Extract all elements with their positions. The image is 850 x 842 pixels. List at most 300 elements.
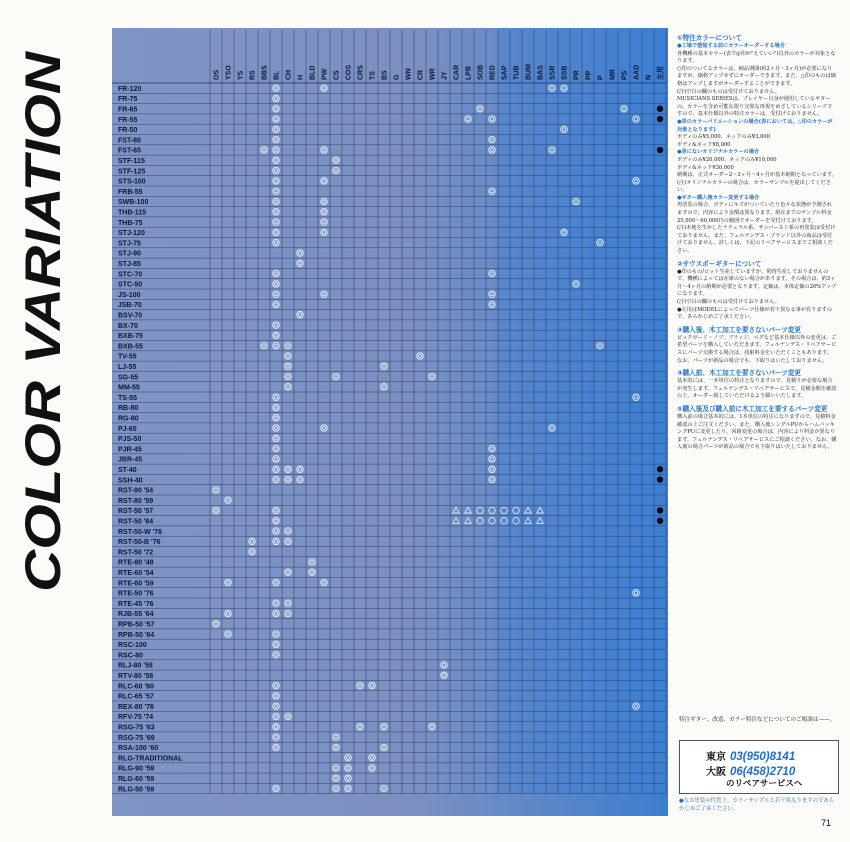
base-color-mark — [321, 425, 328, 432]
base-color-mark — [273, 693, 280, 700]
base-color-mark-inner — [226, 632, 229, 635]
base-color-mark — [333, 785, 340, 792]
base-color-mark-inner — [382, 365, 385, 368]
model-label: RST-50 '57 — [118, 508, 154, 516]
base-color-mark — [261, 342, 268, 349]
base-color-mark-inner — [334, 735, 337, 738]
column-header: G — [393, 74, 401, 80]
note-text: ボディのみ¥20,000、ネックのみ¥10,000 — [677, 156, 777, 163]
base-color-mark — [273, 85, 280, 92]
base-color-mark — [285, 476, 292, 483]
base-color-mark-inner — [274, 694, 277, 697]
base-color-mark-inner — [274, 107, 277, 110]
model-label: SSH-40 — [118, 477, 143, 485]
base-color-mark — [273, 414, 280, 421]
base-color-mark — [273, 322, 280, 329]
base-color-mark-inner — [286, 571, 289, 574]
osaka-phone: 06(458)2710 — [730, 766, 796, 778]
color-variation-table — [112, 28, 668, 816]
note-text: ボディ&ネック¥8,000 — [677, 141, 731, 148]
base-color-mark — [273, 579, 280, 586]
base-color-mark — [333, 167, 340, 174]
base-color-mark — [273, 600, 280, 607]
base-color-mark — [273, 157, 280, 164]
base-color-mark — [357, 723, 364, 730]
base-color-mark-inner — [214, 622, 217, 625]
base-color-mark-inner — [274, 210, 277, 213]
column-header: MR — [609, 69, 617, 80]
base-color-mark-inner — [370, 766, 373, 769]
column-header: BS — [381, 70, 389, 80]
model-label: FR-120 — [118, 85, 142, 93]
base-color-mark-inner — [274, 220, 277, 223]
note-text: なお、パーツが新品の場合でも、下取りはいたしておりません。 — [677, 357, 828, 364]
model-label: RST-50 '72 — [118, 549, 154, 557]
base-color-mark-inner — [274, 612, 277, 615]
column-header: PP — [585, 70, 593, 80]
model-label: STC-50 — [118, 281, 143, 289]
model-label: TS-55 — [118, 394, 138, 402]
base-color-mark-inner — [286, 385, 289, 388]
model-label: RLG-TRADITIONAL — [118, 755, 183, 763]
model-label: RTE-80 '48 — [118, 559, 154, 567]
base-color-mark — [321, 147, 328, 154]
model-label: RTV-80 '58 — [118, 673, 154, 680]
base-color-mark-inner — [322, 426, 325, 429]
model-label: RLC-65 '57 — [118, 693, 154, 701]
base-color-mark-inner — [274, 447, 277, 450]
model-label: RJB-55 '64 — [118, 611, 154, 619]
base-color-mark — [285, 342, 292, 349]
base-color-mark — [285, 528, 292, 535]
column-header: JY — [441, 71, 449, 80]
base-color-mark-inner — [334, 787, 337, 790]
base-color-mark — [489, 147, 496, 154]
base-color-mark-inner — [286, 612, 289, 615]
model-label: RSC-80 — [118, 652, 143, 660]
column-header: WN — [405, 68, 413, 80]
base-color-mark-inner — [274, 169, 277, 172]
model-label: RG-80 — [118, 415, 139, 423]
note-heading: ④購入前、木工加工を要さないパーツ変更 — [677, 369, 802, 378]
base-color-mark — [285, 538, 292, 545]
base-color-mark-inner — [490, 148, 493, 151]
base-color-mark-inner — [334, 746, 337, 749]
base-color-mark — [273, 208, 280, 215]
base-color-mark-inner — [274, 396, 277, 399]
base-color-mark — [273, 425, 280, 432]
base-color-mark-inner — [274, 272, 277, 275]
note-subheading: ●表のカラーバリエーションの場合(表においては、△印のカラーが対象となります) — [677, 118, 833, 133]
base-color-mark — [381, 744, 388, 751]
model-label: BSV-70 — [118, 312, 143, 320]
base-color-mark — [273, 136, 280, 143]
base-color-mark-inner — [346, 756, 349, 759]
note-text: ボディ&ネック¥30,000 — [677, 164, 734, 171]
base-color-mark — [345, 775, 352, 782]
note-text: (注)空白の欄のものは受付けておりません。 — [677, 88, 780, 95]
base-color-mark-inner — [274, 735, 277, 738]
model-label: RSG-75 '63 — [118, 724, 155, 732]
model-label: FST-80 — [118, 137, 141, 145]
model-label: RB-80 — [118, 405, 139, 413]
model-label: RTE-60 '54 — [118, 570, 154, 577]
note-text: 各機種の基本カラー(表で◎印が"えていい")以外のカラーが対象となります。 — [677, 50, 836, 65]
base-color-mark-inner — [346, 777, 349, 780]
base-color-mark-inner — [346, 766, 349, 769]
column-header: COS — [345, 64, 353, 80]
lefty-dot — [657, 476, 663, 482]
base-color-mark — [333, 734, 340, 741]
base-color-mark — [489, 456, 496, 463]
base-color-mark — [273, 744, 280, 751]
base-color-mark-inner — [490, 272, 493, 275]
foot-note: ●なお塗装の性質上、カラーサンプルと若干異なりますのであらかじめご了承ください。 — [679, 798, 835, 812]
column-header: RS — [249, 70, 257, 80]
base-color-mark — [333, 765, 340, 772]
base-color-mark-inner — [274, 725, 277, 728]
base-color-mark — [285, 569, 292, 576]
base-color-mark — [465, 116, 472, 123]
base-color-mark-inner — [274, 468, 277, 471]
base-color-mark — [429, 723, 436, 730]
base-color-mark — [333, 373, 340, 380]
base-color-mark-inner — [274, 437, 277, 440]
base-color-mark-inner — [214, 509, 217, 512]
base-color-mark-inner — [490, 457, 493, 460]
base-color-mark-inner — [370, 756, 373, 759]
note-subheading: ●ギター購入後カラー変更する場合 — [677, 194, 760, 201]
base-color-mark-inner — [358, 684, 361, 687]
base-color-mark — [225, 631, 232, 638]
base-color-mark — [381, 384, 388, 391]
model-label: STF-125 — [118, 168, 146, 176]
base-color-mark-inner — [274, 117, 277, 120]
base-color-mark — [285, 363, 292, 370]
base-color-mark — [273, 270, 280, 277]
base-color-mark — [285, 713, 292, 720]
base-color-mark-inner — [310, 571, 313, 574]
base-color-mark-inner — [214, 488, 217, 491]
contact-box — [679, 740, 839, 794]
model-label: RST-50-W '76 — [118, 528, 163, 536]
base-color-mark-inner — [274, 529, 277, 532]
base-color-mark-inner — [274, 323, 277, 326]
note-text: 納期は、正式オーダー2〜3ヶ月〜4ヶ月が基本納期となっています。 — [677, 172, 837, 179]
base-color-mark — [261, 147, 268, 154]
triangle-mark — [465, 507, 472, 513]
base-color-mark-inner — [274, 159, 277, 162]
base-color-mark-inner — [334, 766, 337, 769]
base-color-mark — [273, 538, 280, 545]
base-color-mark — [273, 105, 280, 112]
tokyo-label: 東京 — [706, 752, 726, 763]
base-color-mark-inner — [490, 293, 493, 296]
base-color-mark — [273, 456, 280, 463]
base-color-mark-inner — [490, 117, 493, 120]
base-color-mark — [273, 394, 280, 401]
base-color-mark-inner — [346, 787, 349, 790]
note-heading: ③購入後、木工加工を要さないパーツ変更 — [677, 325, 802, 334]
model-label: RFV-75 '74 — [118, 714, 154, 722]
base-color-mark-inner — [274, 128, 277, 131]
base-color-mark — [285, 600, 292, 607]
base-color-mark — [273, 734, 280, 741]
base-color-mark-inner — [358, 725, 361, 728]
base-color-mark — [273, 178, 280, 185]
model-label: STJ-85 — [118, 261, 141, 268]
triangle-mark — [453, 518, 460, 524]
base-color-mark-inner — [322, 200, 325, 203]
circle-mark — [489, 518, 495, 524]
model-label: RST-50-B '76 — [118, 539, 161, 547]
base-color-mark — [489, 476, 496, 483]
base-color-mark-inner — [274, 231, 277, 234]
base-color-mark — [273, 785, 280, 792]
column-header: SSB — [561, 65, 569, 80]
model-label: BXB-55 — [118, 343, 143, 351]
base-color-mark — [345, 765, 352, 772]
base-color-mark-inner — [286, 354, 289, 357]
base-color-mark — [297, 311, 304, 318]
base-color-mark — [441, 662, 448, 669]
base-color-mark — [489, 445, 496, 452]
note-text: 再塗装の場合、ボディにキズがついていたり色々な状態が予測されますので、内容により金額は異なります。現在までのサンプル料金25,000〜60,000円の範囲でオーダーを受付けております。 — [677, 202, 833, 224]
base-color-mark — [417, 353, 424, 360]
base-color-mark — [273, 713, 280, 720]
triangle-mark — [465, 518, 472, 524]
base-color-mark — [273, 332, 280, 339]
base-color-mark-inner — [490, 478, 493, 481]
model-label: RTE-45 '76 — [118, 600, 154, 608]
base-color-mark — [477, 105, 484, 112]
model-label: RLG-90 '59 — [118, 765, 155, 773]
base-color-mark — [273, 507, 280, 514]
base-color-mark — [309, 559, 316, 566]
base-color-mark — [273, 291, 280, 298]
base-color-mark — [489, 270, 496, 277]
base-color-mark — [273, 116, 280, 123]
base-color-mark-inner — [286, 715, 289, 718]
base-color-mark-inner — [382, 725, 385, 728]
column-header: YS — [237, 70, 245, 80]
note-heading: ⑤購入後及び購入前に木工加工を要するパーツ変更 — [677, 404, 828, 413]
column-header: SAP — [501, 65, 509, 80]
base-color-mark — [273, 342, 280, 349]
base-color-mark — [273, 239, 280, 246]
base-color-mark — [273, 229, 280, 236]
base-color-mark — [489, 116, 496, 123]
base-color-mark-inner — [298, 251, 301, 254]
base-color-mark-inner — [322, 220, 325, 223]
model-label: RSC-100 — [118, 642, 147, 650]
base-color-mark — [273, 95, 280, 102]
column-header: PR — [573, 70, 581, 80]
base-color-mark-inner — [322, 231, 325, 234]
column-band — [498, 28, 668, 794]
lefty-dot — [657, 466, 663, 472]
base-color-mark-inner — [490, 190, 493, 193]
base-color-mark — [321, 291, 328, 298]
model-label: PJ-65 — [118, 425, 137, 433]
base-color-mark-inner — [274, 509, 277, 512]
base-color-mark — [273, 610, 280, 617]
notes-panel — [677, 30, 837, 452]
base-color-mark — [273, 147, 280, 154]
triangle-mark — [453, 507, 460, 513]
base-color-mark-inner — [250, 540, 253, 543]
base-color-mark-inner — [274, 282, 277, 285]
base-color-mark-inner — [322, 581, 325, 584]
note-text: ○印のついてるカラーは、納品期間(約2ヶ月〜3ヶ月)が必要になりますが、価格アップせずにオーダーできます。また、△印のものは価格はアップしますがオーダーすることができます。 — [677, 65, 836, 87]
base-color-mark-inner — [274, 787, 277, 790]
repair-service-label: のリペアサービスへ — [726, 779, 803, 789]
base-color-mark-inner — [322, 148, 325, 151]
model-label: STS-100 — [118, 178, 146, 186]
column-header: OS — [213, 69, 221, 80]
model-label: THB-75 — [118, 219, 143, 227]
base-color-mark — [441, 672, 448, 679]
base-color-mark-inner — [490, 468, 493, 471]
base-color-mark — [273, 703, 280, 710]
base-color-mark-inner — [298, 468, 301, 471]
lefty-dot — [657, 116, 663, 122]
base-color-mark — [297, 466, 304, 473]
base-color-mark — [309, 569, 316, 576]
column-header: CRS — [357, 65, 365, 80]
base-color-mark-inner — [274, 344, 277, 347]
base-color-mark — [273, 198, 280, 205]
model-label: RST-80 '59 — [118, 497, 154, 505]
base-color-mark — [489, 291, 496, 298]
base-color-mark — [345, 785, 352, 792]
base-color-mark-inner — [274, 148, 277, 151]
base-color-mark-inner — [274, 519, 277, 522]
column-header: PW — [321, 68, 329, 80]
base-color-mark-inner — [442, 674, 445, 677]
base-color-mark-inner — [274, 746, 277, 749]
model-label: RLJ-80 '58 — [118, 662, 153, 670]
base-color-mark-inner — [274, 653, 277, 656]
base-color-mark-inner — [274, 715, 277, 718]
base-color-mark-inner — [274, 416, 277, 419]
base-color-mark — [285, 353, 292, 360]
model-label: RTE-60 '59 — [118, 580, 154, 588]
model-label: RTE-50 '76 — [118, 590, 154, 598]
base-color-mark — [273, 435, 280, 442]
model-label: JS-100 — [118, 291, 141, 299]
base-color-mark-inner — [274, 406, 277, 409]
base-color-mark — [285, 373, 292, 380]
base-color-mark-inner — [274, 602, 277, 605]
base-color-mark — [249, 548, 256, 555]
note-text: MUSICIANS SERIESは、プレイヤー自身が使用しているギターの、カラーを含め可能な限り完璧な再現をめざしているシリーズですので、基本仕様以外の特注カラーは、受付けておりません。 — [677, 96, 833, 118]
column-header: CAR — [453, 64, 461, 80]
note-text: ピックガード・ノブ、ブリッジ、ペグなど基本仕様以外の変更は、ご希望パーツを購入していただきます。フェルナンデス・リペアサービスにパーツ交換する場合は、技術料金をいただくこともあります。 — [677, 334, 837, 356]
base-color-mark-inner — [310, 560, 313, 563]
base-color-mark-inner — [334, 777, 337, 780]
base-color-mark-inner — [478, 107, 481, 110]
column-header: BUM — [525, 64, 533, 80]
base-color-mark — [369, 754, 376, 761]
base-color-mark — [273, 466, 280, 473]
column-header: YSO — [225, 65, 233, 80]
base-color-mark — [321, 229, 328, 236]
column-header: TUB — [513, 65, 521, 80]
note-heading: ①特注カラーについて — [677, 34, 742, 42]
base-color-mark-inner — [382, 385, 385, 388]
note-text: (注)木地を生かしたナチュラル系、サンバースト系の再塗装は受付けておりません。また、フェルナンデス・ブランド以外の商品は受付けておりません。詳しくは、下記のリペアサービスまでご相談ください。 — [677, 225, 836, 255]
model-label: BXB-75 — [118, 333, 143, 341]
model-label: STF-115 — [118, 158, 145, 165]
column-header: SSR — [549, 65, 557, 80]
model-label: RLC-60 '60 — [118, 683, 154, 691]
base-color-mark — [273, 188, 280, 195]
page-number: 71 — [821, 818, 832, 828]
base-color-mark — [249, 538, 256, 545]
column-header: BL — [273, 70, 281, 80]
base-color-mark-inner — [250, 550, 253, 553]
column-header: 左用 — [657, 66, 665, 80]
base-color-mark-inner — [430, 725, 433, 728]
column-header: SOB — [477, 64, 485, 80]
base-color-mark-inner — [274, 190, 277, 193]
circle-mark — [477, 518, 483, 524]
base-color-mark-inner — [274, 334, 277, 337]
base-color-mark — [381, 363, 388, 370]
model-label: RLG-50 '59 — [118, 786, 155, 794]
column-header: PS — [621, 70, 629, 80]
base-color-mark-inner — [382, 746, 385, 749]
model-label: STC-70 — [118, 271, 143, 279]
base-color-mark — [225, 497, 232, 504]
model-label: THB-115 — [118, 209, 147, 217]
note-text: ●左用はMODELによってパーツ仕様が若干異なる事が有りますので、あらかじめご了承ください。 — [677, 306, 832, 321]
model-label: PJR-45 — [118, 446, 142, 454]
column-header: CR — [417, 69, 425, 80]
base-color-mark-inner — [286, 602, 289, 605]
base-color-mark-inner — [322, 179, 325, 182]
lefty-dot — [657, 147, 663, 153]
model-label: JSB-70 — [118, 302, 142, 310]
note-subheading: ●工場で塗装する前にカラーオーダーする場合 — [677, 43, 785, 49]
base-color-mark — [333, 157, 340, 164]
base-color-mark — [321, 219, 328, 226]
base-color-mark-inner — [274, 643, 277, 646]
base-color-mark-inner — [370, 684, 373, 687]
base-color-mark-inner — [226, 581, 229, 584]
base-color-mark-inner — [334, 169, 337, 172]
base-color-mark-inner — [286, 344, 289, 347]
base-color-mark — [369, 765, 376, 772]
column-header: AAD — [633, 64, 641, 80]
base-color-mark-inner — [298, 313, 301, 316]
column-header: LPB — [465, 66, 473, 80]
model-label: STJ-90 — [118, 250, 141, 258]
note-heading: ②サウスポーギターについて — [677, 259, 762, 268]
model-label: FST-65 — [118, 147, 141, 155]
base-color-mark — [213, 507, 220, 514]
model-label: FR-65 — [118, 106, 138, 114]
base-color-mark-inner — [226, 612, 229, 615]
note-text: ボディのみ¥5,000、ネックのみ¥3,000 — [677, 134, 770, 141]
column-header: BBS — [261, 65, 269, 80]
base-color-mark-inner — [286, 375, 289, 378]
base-color-mark — [273, 528, 280, 535]
svg-text:COLOR VARIATION: COLOR VARIATION — [15, 129, 71, 592]
base-color-mark — [213, 487, 220, 494]
base-color-mark — [273, 126, 280, 133]
